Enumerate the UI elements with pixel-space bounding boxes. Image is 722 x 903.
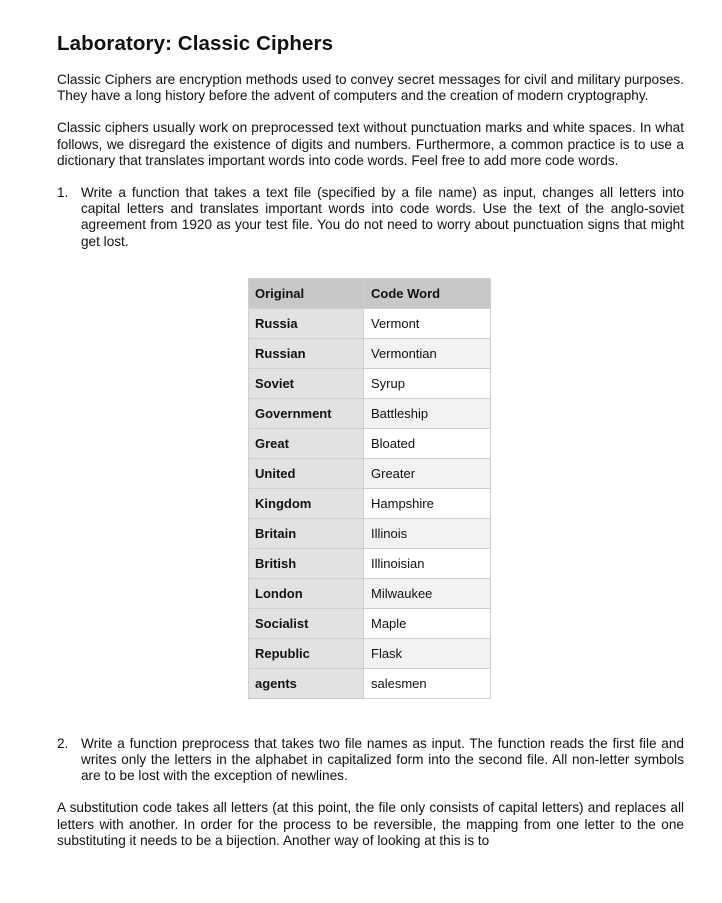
original-word-cell: Great [249, 428, 364, 458]
code-word-cell: Syrup [364, 368, 491, 398]
substitution-paragraph: A substitution code takes all letters (at this point, the file only consists of capital letters) and replaces all letters with another. In order for the process to be reversible, the mapping from one letter to the one substituting it needs to be a bijection. Another way of looking at this is to [57, 800, 684, 848]
code-word-cell: Flask [364, 638, 491, 668]
code-word-table-container [248, 278, 684, 699]
original-word-cell: United [249, 458, 364, 488]
original-word-cell: Soviet [249, 368, 364, 398]
task-list-continued [57, 736, 684, 785]
table-row [249, 668, 491, 698]
table-row [249, 518, 491, 548]
code-word-cell: Vermontian [364, 338, 491, 368]
original-word-cell: agents [249, 668, 364, 698]
task-text: Write a function preprocess that takes two file names as input. The function reads the first file and writes only the letters in the alphabet in capitalized form into the second file. All non-letter symbols are to be lost with the exception of newlines. [81, 735, 684, 784]
table-row [249, 638, 491, 668]
code-word-cell: Bloated [364, 428, 491, 458]
table-row [249, 548, 491, 578]
table-row [249, 458, 491, 488]
code-word-cell: Illinoisian [364, 548, 491, 578]
intro-paragraph-2: Classic ciphers usually work on preprocessed text without punctuation marks and white spaces. In what follows, we disregard the existence of digits and numbers. Furthermore, a common practice is to use a dictionary that translates important words into code words. Feel free to add more code words. [57, 120, 684, 168]
header-original: Original [249, 278, 364, 308]
original-word-cell: Britain [249, 518, 364, 548]
task-number: 2. [57, 735, 69, 751]
document-page [57, 30, 684, 849]
code-word-cell: Milwaukee [364, 578, 491, 608]
original-word-cell: Kingdom [249, 488, 364, 518]
original-word-cell: Government [249, 398, 364, 428]
task-number: 1. [57, 185, 69, 201]
original-word-cell: Republic [249, 638, 364, 668]
intro-paragraph-1: Classic Ciphers are encryption methods used to convey secret messages for civil and military purposes. They have a long history before the advent of computers and the creation of modern cryptography. [57, 72, 684, 104]
table-row [249, 608, 491, 638]
task-item-1 [57, 185, 684, 250]
task-text: Write a function that takes a text file (specified by a file name) as input, changes all letters into capital letters and translates important words into code words. Use the text of the anglo-soviet agreement from 1920 as your test file. You do not need to worry about punctuation signs that might get lost. [81, 185, 684, 249]
code-word-cell: salesmen [364, 668, 491, 698]
code-word-cell: Vermont [364, 308, 491, 338]
original-word-cell: London [249, 578, 364, 608]
task-list [57, 185, 684, 250]
table-row [249, 488, 491, 518]
code-word-cell: Hampshire [364, 488, 491, 518]
code-word-cell: Illinois [364, 518, 491, 548]
original-word-cell: Russian [249, 338, 364, 368]
code-word-cell: Greater [364, 458, 491, 488]
table-header-row [249, 278, 491, 308]
original-word-cell: Russia [249, 308, 364, 338]
original-word-cell: Socialist [249, 608, 364, 638]
table-row [249, 308, 491, 338]
original-word-cell: British [249, 548, 364, 578]
table-row [249, 368, 491, 398]
code-word-table [248, 278, 491, 699]
page-title: Laboratory: Classic Ciphers [57, 32, 334, 55]
table-row [249, 338, 491, 368]
task-item-2 [57, 736, 684, 785]
code-word-cell: Maple [364, 608, 491, 638]
header-code-word: Code Word [364, 278, 491, 308]
table-row [249, 398, 491, 428]
table-row [249, 578, 491, 608]
table-row [249, 428, 491, 458]
code-word-cell: Battleship [364, 398, 491, 428]
